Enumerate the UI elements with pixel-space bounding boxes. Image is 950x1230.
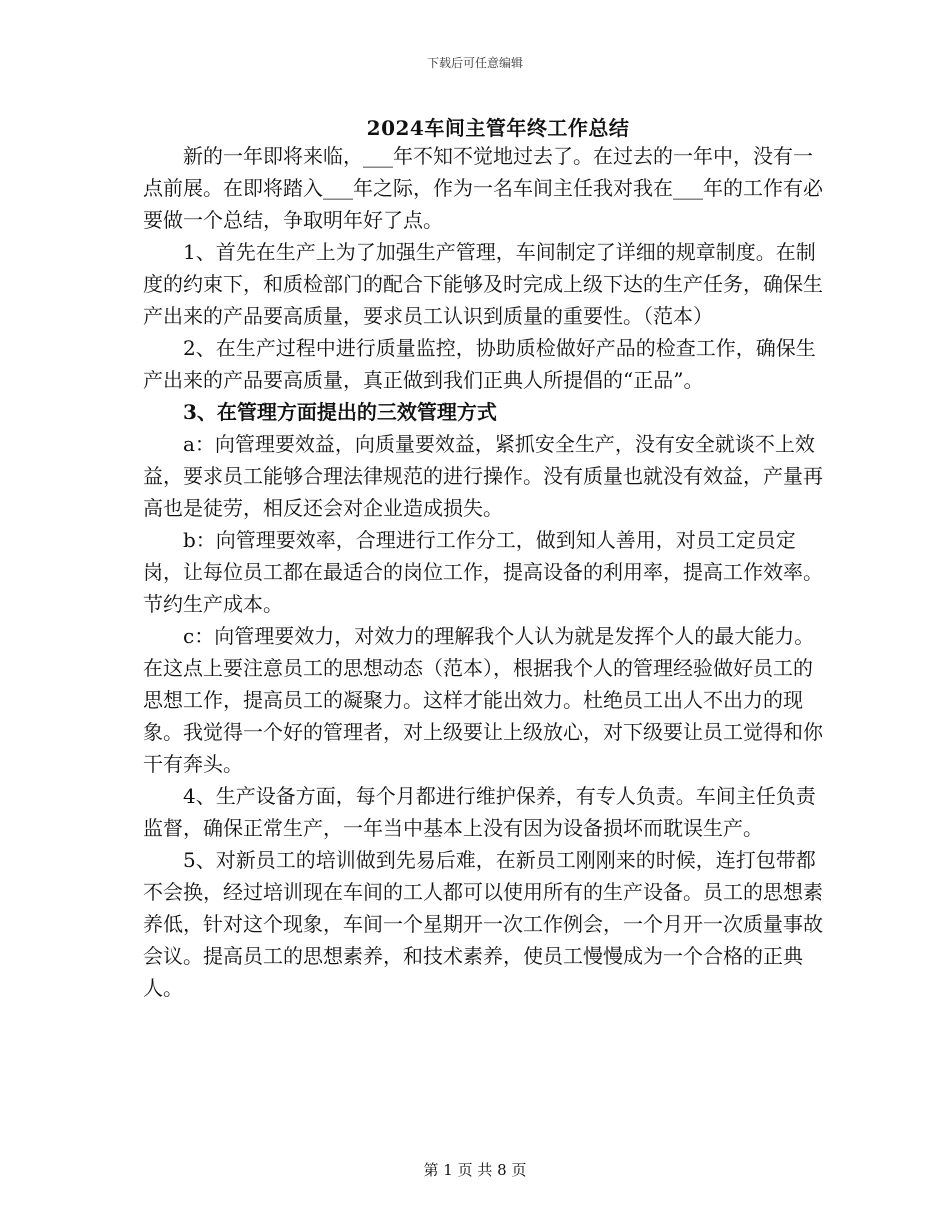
paragraph-item-a: a：向管理要效益，向质量要效益，紧抓安全生产，没有安全就谈不上效益，要求员工能够合理法律规范的进行操作。没有质量也就没有效益，产量再高也是徒劳，相反还会对企业造成损失。 xyxy=(143,432,823,520)
section-heading-management: 3、在管理方面提出的三效管理方式 xyxy=(183,400,497,424)
header-note: 下载后可任意编辑 xyxy=(426,56,523,70)
paragraph-item-4: 4、生产设备方面，每个月都进行维护保养，有专人负责。车间主任负责监督，确保正常生产，一年当中基本上没有因为设备损坏而耽误生产。 xyxy=(143,784,816,840)
paragraph-item-b: b：向管理要效率，合理进行工作分工，做到知人善用，对员工定员定岗，让每位员工都在最适合的岗位工作，提高设备的利用率，提高工作效率。节约生产成本。 xyxy=(143,528,823,616)
paragraph-intro: 新的一年即将来临，___年不知不觉地过去了。在过去的一年中，没有一点前展。在即将踏入___年之际，作为一名车间主任我对我在___年的工作有必要做一个总结，争取明年好了点。 xyxy=(143,144,823,232)
paragraph-item-c: c：向管理要效力，对效力的理解我个人认为就是发挥个人的最大能力。在这点上要注意员工的思想动态（范本），根据我个人的管理经验做好员工的思想工作，提高员工的凝聚力。这样才能出效力。杜绝员工出人不出力的现象。我觉得一个好的管理者，对上级要让上级放心，对下级要让员工觉得和你干有奔头。 xyxy=(143,624,823,776)
page-number-footer: 第 1 页 共 8 页 xyxy=(423,1161,527,1179)
paragraph-item-5: 5、对新员工的培训做到先易后难，在新员工刚刚来的时候，连打包带都不会换，经过培训现在车间的工人都可以使用所有的生产设备。员工的思想素养低，针对这个现象，车间一个星期开一次工作例会，一个月开一次质量事故会议。提高员工的思想素养，和技术素养，使员工慢慢成为一个合格的正典人。 xyxy=(143,848,823,1000)
document-title: 2024车间主管年终工作总结 xyxy=(366,116,630,140)
paragraph-item-1: 1、首先在生产上为了加强生产管理，车间制定了详细的规章制度。在制度的约束下，和质检部门的配合下能够及时完成上级下达的生产任务，确保生产出来的产品要高质量，要求员工认识到质量的重要性。（范本） xyxy=(143,240,823,328)
document-body xyxy=(143,140,823,1004)
paragraph-item-2: 2、在生产过程中进行质量监控，协助质检做好产品的检查工作，确保生产出来的产品要高质量，真正做到我们正典人所提倡的“正品”。 xyxy=(143,336,816,392)
